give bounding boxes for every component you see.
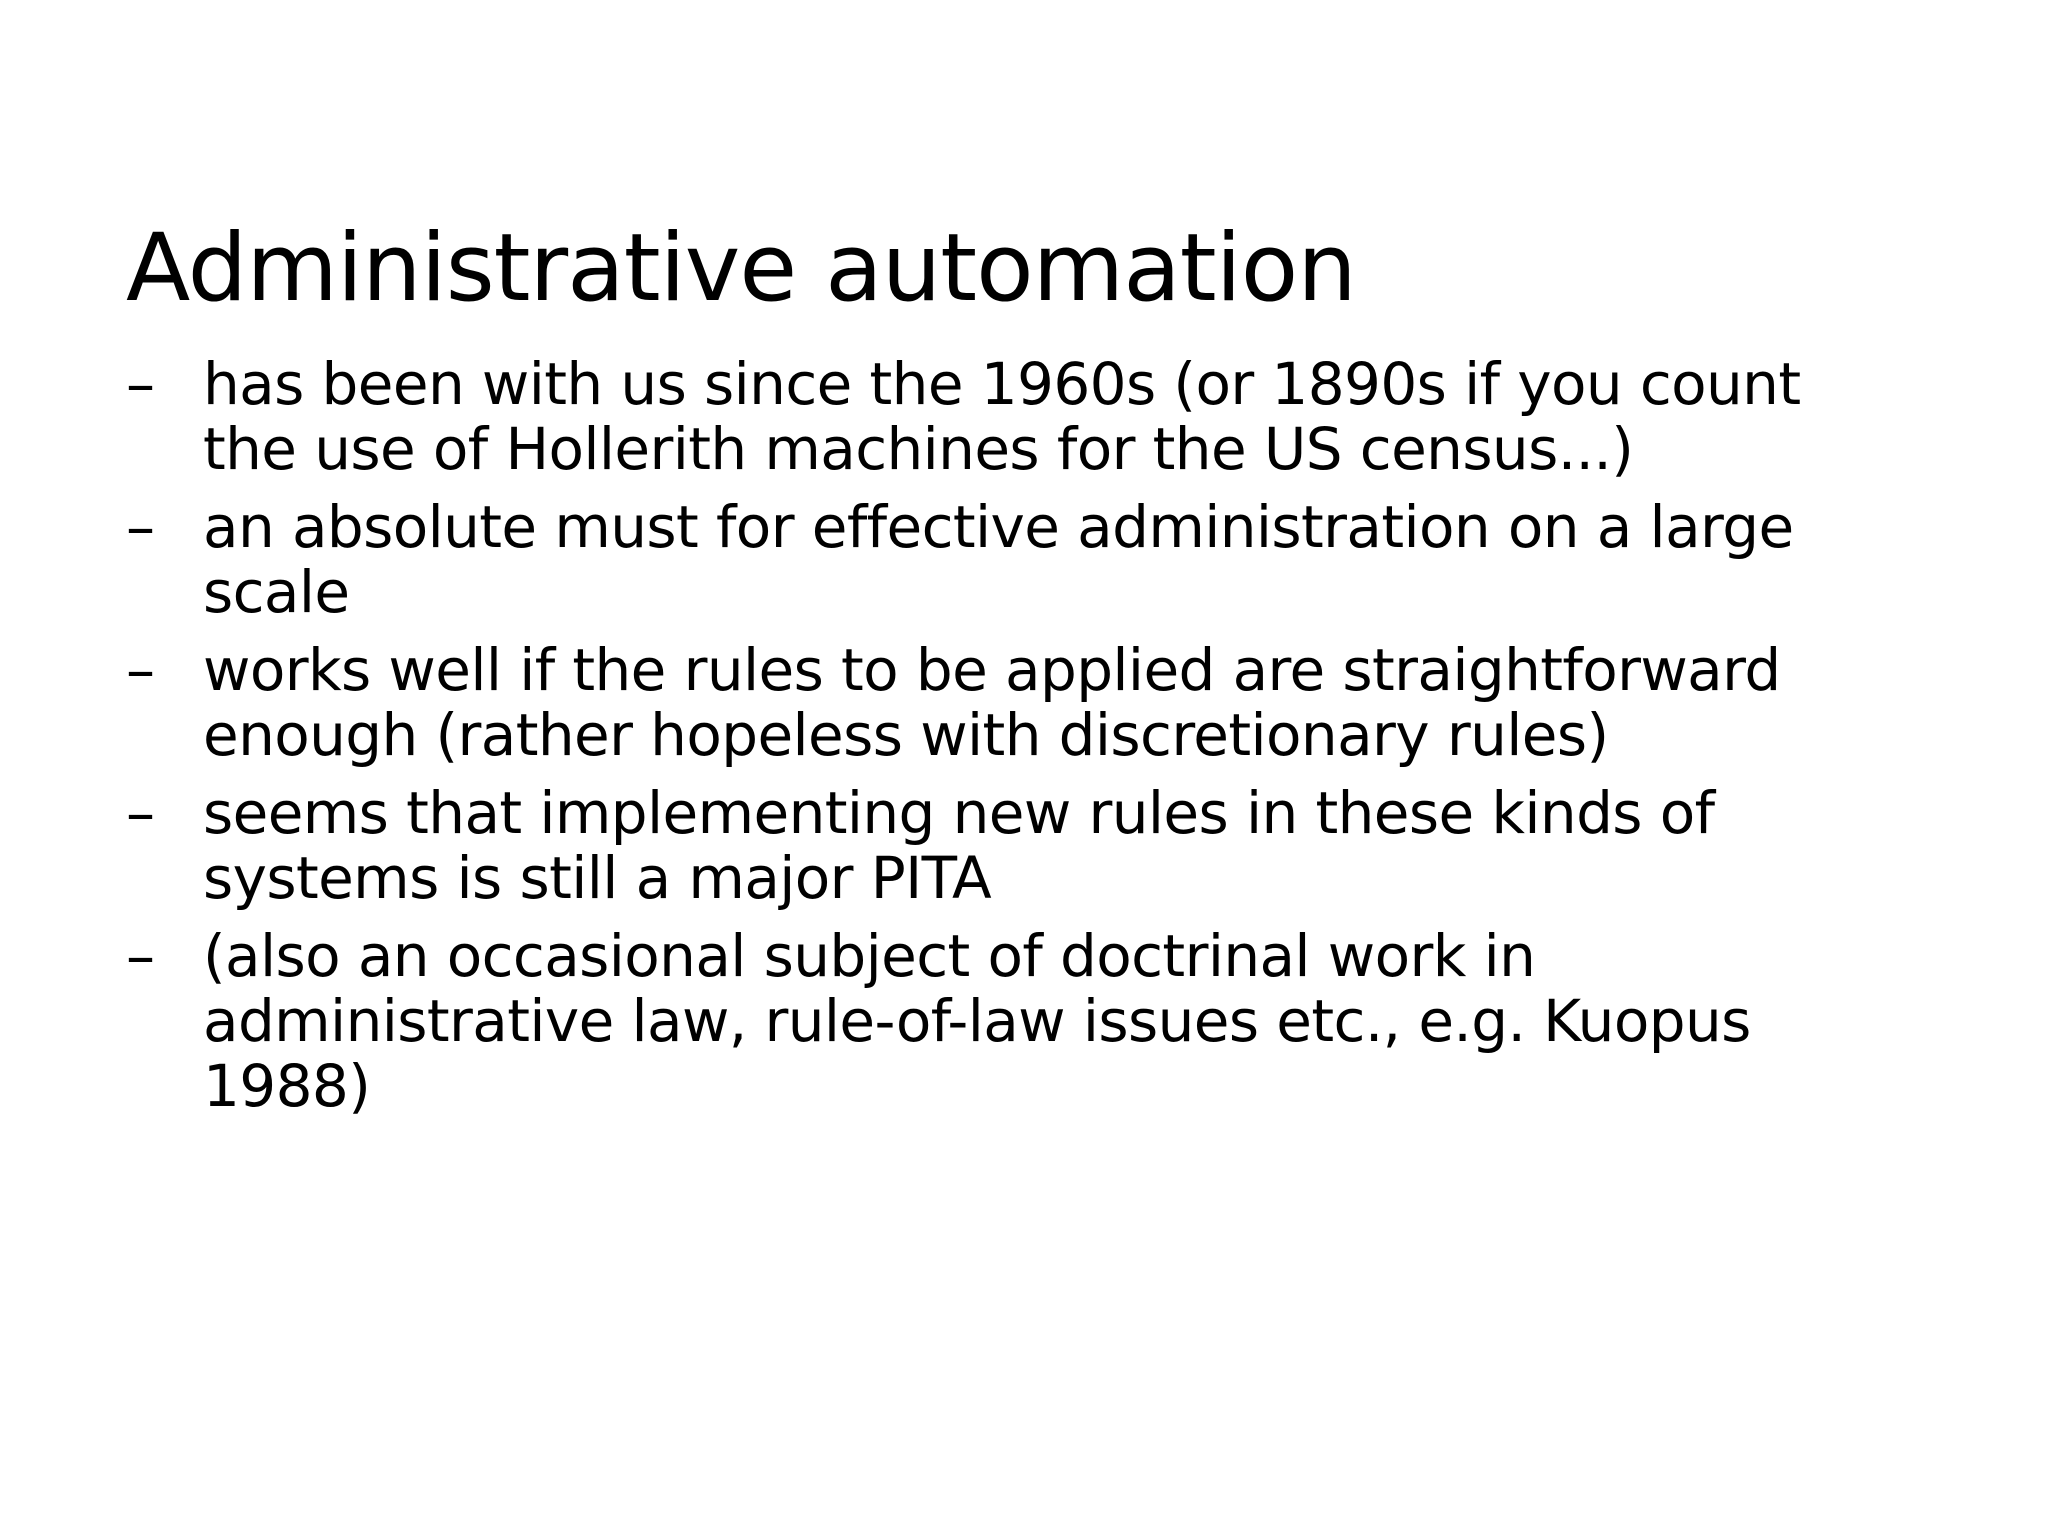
bullet-marker: – [126,779,155,847]
slide-title: Administrative automation [126,214,1356,323]
list-item [126,495,1976,625]
bullet-list [126,352,1976,1132]
bullet-marker: – [126,636,155,704]
bullet-text: has been with us since the 1960s (or 1890s if you count the use of Hollerith machines for the US census...) [203,350,1801,483]
bullet-text: (also an occasional subject of doctrinal work in administrative law, rule-of-law issues etc., e.g. Kuopus 1988) [203,922,1751,1120]
list-item [126,781,1976,911]
bullet-marker: – [126,350,155,418]
bullet-text: an absolute must for effective administration on a large scale [203,493,1794,626]
bullet-marker: – [126,922,155,990]
list-item [126,638,1976,768]
bullet-text: works well if the rules to be applied are straightforward enough (rather hopeless with discretionary rules) [203,636,1781,769]
list-item [126,352,1976,482]
bullet-marker: – [126,493,155,561]
bullet-text: seems that implementing new rules in these kinds of systems is still a major PITA [203,779,1715,912]
list-item [126,924,1976,1119]
